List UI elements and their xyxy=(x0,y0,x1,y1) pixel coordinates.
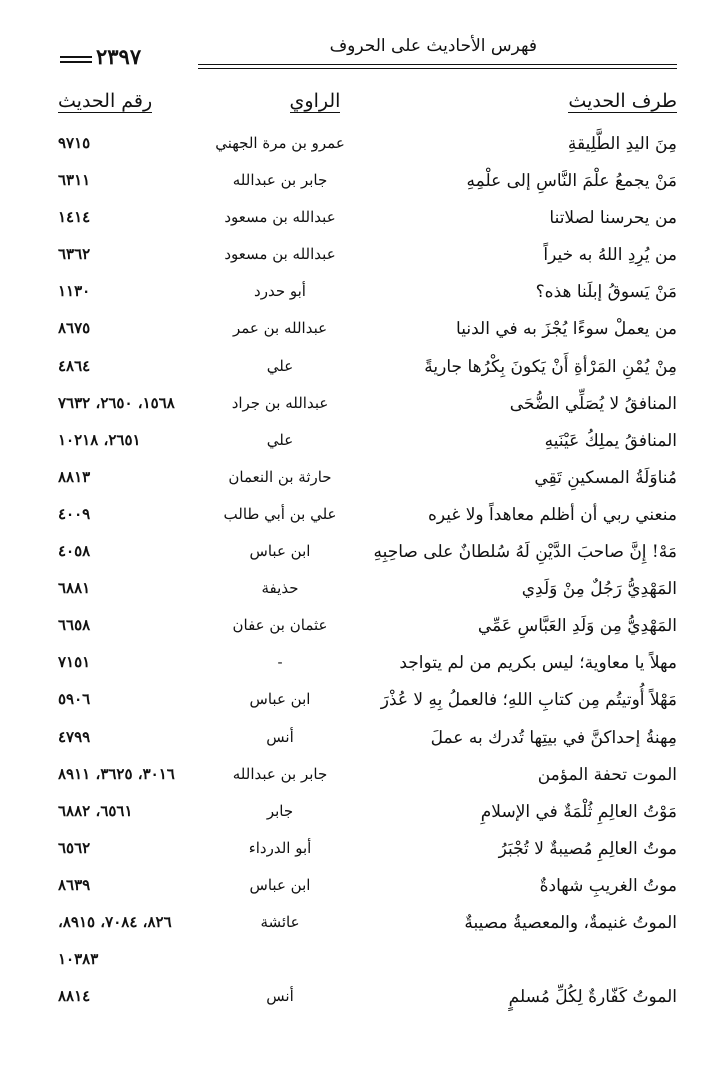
index-row xyxy=(0,983,703,1020)
hadith-number: ٦٣٦٢ xyxy=(58,245,91,264)
page-number-decoration xyxy=(60,56,92,66)
hadith-text: المَهْدِيُّ مِن وَلَدِ العَبَّاسِ عَمِّي xyxy=(477,616,677,637)
hadith-number: ٩٧١٥ xyxy=(58,134,91,152)
index-row xyxy=(0,612,703,649)
hadith-narrator: - xyxy=(277,653,283,672)
index-row xyxy=(0,501,703,538)
hadith-number: ٤٠٠٩ xyxy=(58,504,91,523)
hadith-index-list xyxy=(0,130,703,1020)
index-row xyxy=(0,649,703,686)
index-row xyxy=(0,204,703,241)
hadith-text: مَهْ! إِنَّ صاحبَ الدَّيْنِ لَهُ سُلطانٌ على صاحِبِهِ xyxy=(373,542,677,563)
hadith-narrator: حذيفة xyxy=(261,579,299,598)
hadith-number: ٥٩٠٦ xyxy=(58,690,91,709)
column-heading-text: طرف الحديث xyxy=(568,90,677,112)
hadith-number: ٨٦٣٩ xyxy=(58,875,91,894)
hadith-number: ١٠٣٨٣ xyxy=(58,950,99,969)
hadith-number: ٦٥٦١، ٦٨٨٢ xyxy=(58,801,133,820)
hadith-number: ٤٧٩٩ xyxy=(58,727,91,746)
hadith-number: ٨٨١٤ xyxy=(58,987,91,1006)
hadith-number: ١١٣٠ xyxy=(58,282,91,301)
column-headings xyxy=(40,90,677,126)
hadith-text: الموتُ غنيمةٌ، والمعصيةُ مصيبةٌ xyxy=(464,912,677,933)
hadith-number: ٢٦٥١، ١٠٢١٨ xyxy=(58,430,141,449)
hadith-narrator: أبو الدرداء xyxy=(248,838,312,857)
page-title: فهرس الأحاديث على الحروف xyxy=(329,36,537,56)
hadith-number: ٦٦٥٨ xyxy=(58,616,91,635)
hadith-narrator: جابر xyxy=(266,801,294,820)
hadith-number: ٣٠١٦، ٣٦٢٥، ٨٩١١ xyxy=(58,764,175,783)
hadith-text: مَهْلاً أُوتيتُم مِن كتابِ اللهِ؛ فالعملُ بِهِ لا عُذْرَ xyxy=(380,690,677,711)
hadith-number: ١٤١٤ xyxy=(58,208,91,227)
hadith-narrator: علي xyxy=(266,356,294,375)
column-heading-number: رقم الحديث xyxy=(58,90,153,112)
hadith-number: ٨٢٦، ٧٠٨٤، ٨٩١٥، xyxy=(58,912,172,931)
index-row xyxy=(0,130,703,167)
hadith-narrator: عبدالله بن مسعود xyxy=(224,208,336,227)
hadith-text: المَهْدِيُّ رَجُلٌ مِنْ وَلَدِي xyxy=(521,579,677,600)
index-row xyxy=(0,167,703,204)
hadith-text: من يحرسنا لصلاتنا xyxy=(549,208,677,229)
hadith-text: منعني ربي أن أظلم معاهداً ولا غيره xyxy=(428,504,677,525)
hadith-text: مِنَ اليدِ الطَّلِيقةِ xyxy=(567,134,677,154)
index-row xyxy=(0,909,703,946)
header-rule-secondary xyxy=(198,68,677,69)
hadith-text: موتُ العالِمِ مُصيبةٌ لا تُجْبَرُ xyxy=(498,838,677,859)
hadith-text: المنافقُ يملِكُ عَيْنَيهِ xyxy=(544,430,677,451)
hadith-narrator: عثمان بن عفان xyxy=(232,616,328,635)
index-row xyxy=(0,761,703,798)
header-rule xyxy=(198,64,677,65)
hadith-number: ١٥٦٨، ٢٦٥٠، ٧٦٣٢ xyxy=(58,393,175,412)
hadith-number: ٤٨٦٤ xyxy=(58,356,91,375)
hadith-number: ٦٨٨١ xyxy=(58,579,91,598)
hadith-text: من يعملْ سوءًا يُجْزَ به في الدنيا xyxy=(456,319,677,340)
hadith-narrator: عبدالله بن مسعود xyxy=(224,245,336,264)
index-row xyxy=(0,872,703,909)
hadith-narrator: عبدالله بن عمر xyxy=(232,319,328,338)
hadith-narrator: أنس xyxy=(266,987,294,1006)
index-row xyxy=(0,427,703,464)
index-row xyxy=(0,835,703,872)
index-row xyxy=(0,686,703,723)
hadith-narrator: ابن عباس xyxy=(249,690,311,709)
hadith-narrator: جابر بن عبدالله xyxy=(232,764,328,783)
hadith-number: ٤٠٥٨ xyxy=(58,542,91,561)
hadith-narrator: ابن عباس xyxy=(249,542,311,561)
column-heading-narrator: الراوي xyxy=(289,90,341,112)
hadith-number: ٦٣١١ xyxy=(58,171,91,190)
hadith-text: مَنْ يَسوقُ إبلَنا هذه؟ xyxy=(535,282,677,303)
index-row xyxy=(0,241,703,278)
hadith-number: ٨٦٧٥ xyxy=(58,319,91,338)
index-row xyxy=(0,464,703,501)
hadith-number: ٦٥٦٢ xyxy=(58,838,91,857)
hadith-text: مِهنةُ إحداكنَّ في بيتِها تُدرك به عملَ xyxy=(430,727,677,748)
hadith-number: ٧١٥١ xyxy=(58,653,91,672)
hadith-text: الموت تحفة المؤمن xyxy=(537,764,677,785)
hadith-narrator: حارثة بن النعمان xyxy=(228,467,332,486)
hadith-text: مهلاً يا معاوية؛ ليس بكريم من لم يتواجد xyxy=(399,653,677,674)
index-row xyxy=(0,575,703,612)
index-row xyxy=(0,798,703,835)
hadith-text: الموتُ كَفّارةٌ لِكُلِّ مُسلمٍ xyxy=(508,987,677,1008)
index-row xyxy=(0,390,703,427)
hadith-narrator: علي بن أبي طالب xyxy=(223,504,337,523)
hadith-text: المنافقُ لا يُصَلِّي الضُّحَى xyxy=(509,393,677,414)
hadith-narrator: عائشة xyxy=(260,912,300,931)
hadith-text: مَنْ يجمعُ علْمَ النَّاسِ إلى علْمِهِ xyxy=(466,171,677,192)
index-row xyxy=(0,353,703,390)
index-row xyxy=(0,278,703,315)
hadith-text: مَوْتُ العالِمِ ثُلْمَةٌ في الإسلامِ xyxy=(480,801,677,822)
hadith-text: موتُ الغريبِ شهادةٌ xyxy=(539,875,677,896)
hadith-narrator: علي xyxy=(266,430,294,449)
hadith-narrator: أنس xyxy=(266,727,294,746)
index-row xyxy=(0,724,703,761)
hadith-text: من يُرِدِ اللهُ به خيراً xyxy=(543,245,677,266)
hadith-narrator: ابن عباس xyxy=(249,875,311,894)
hadith-narrator: عمرو بن مرة الجهني xyxy=(215,134,345,152)
index-row xyxy=(0,538,703,575)
hadith-narrator: جابر بن عبدالله xyxy=(232,171,328,190)
hadith-narrator: أبو حدرد xyxy=(254,282,306,301)
index-row xyxy=(0,946,703,983)
index-row xyxy=(0,315,703,352)
hadith-number: ٨٨١٣ xyxy=(58,467,91,486)
page-header xyxy=(58,30,677,70)
hadith-text: مُناوَلَةُ المسكينِ تَقِي xyxy=(534,467,677,488)
hadith-narrator: عبدالله بن جراد xyxy=(231,393,329,412)
hadith-text: مِنْ يُمْنِ المَرْأةِ أَنْ يَكونَ بِكْرُها جاريةً xyxy=(424,356,677,377)
page-number: ٢٣٩٧ xyxy=(96,44,142,69)
